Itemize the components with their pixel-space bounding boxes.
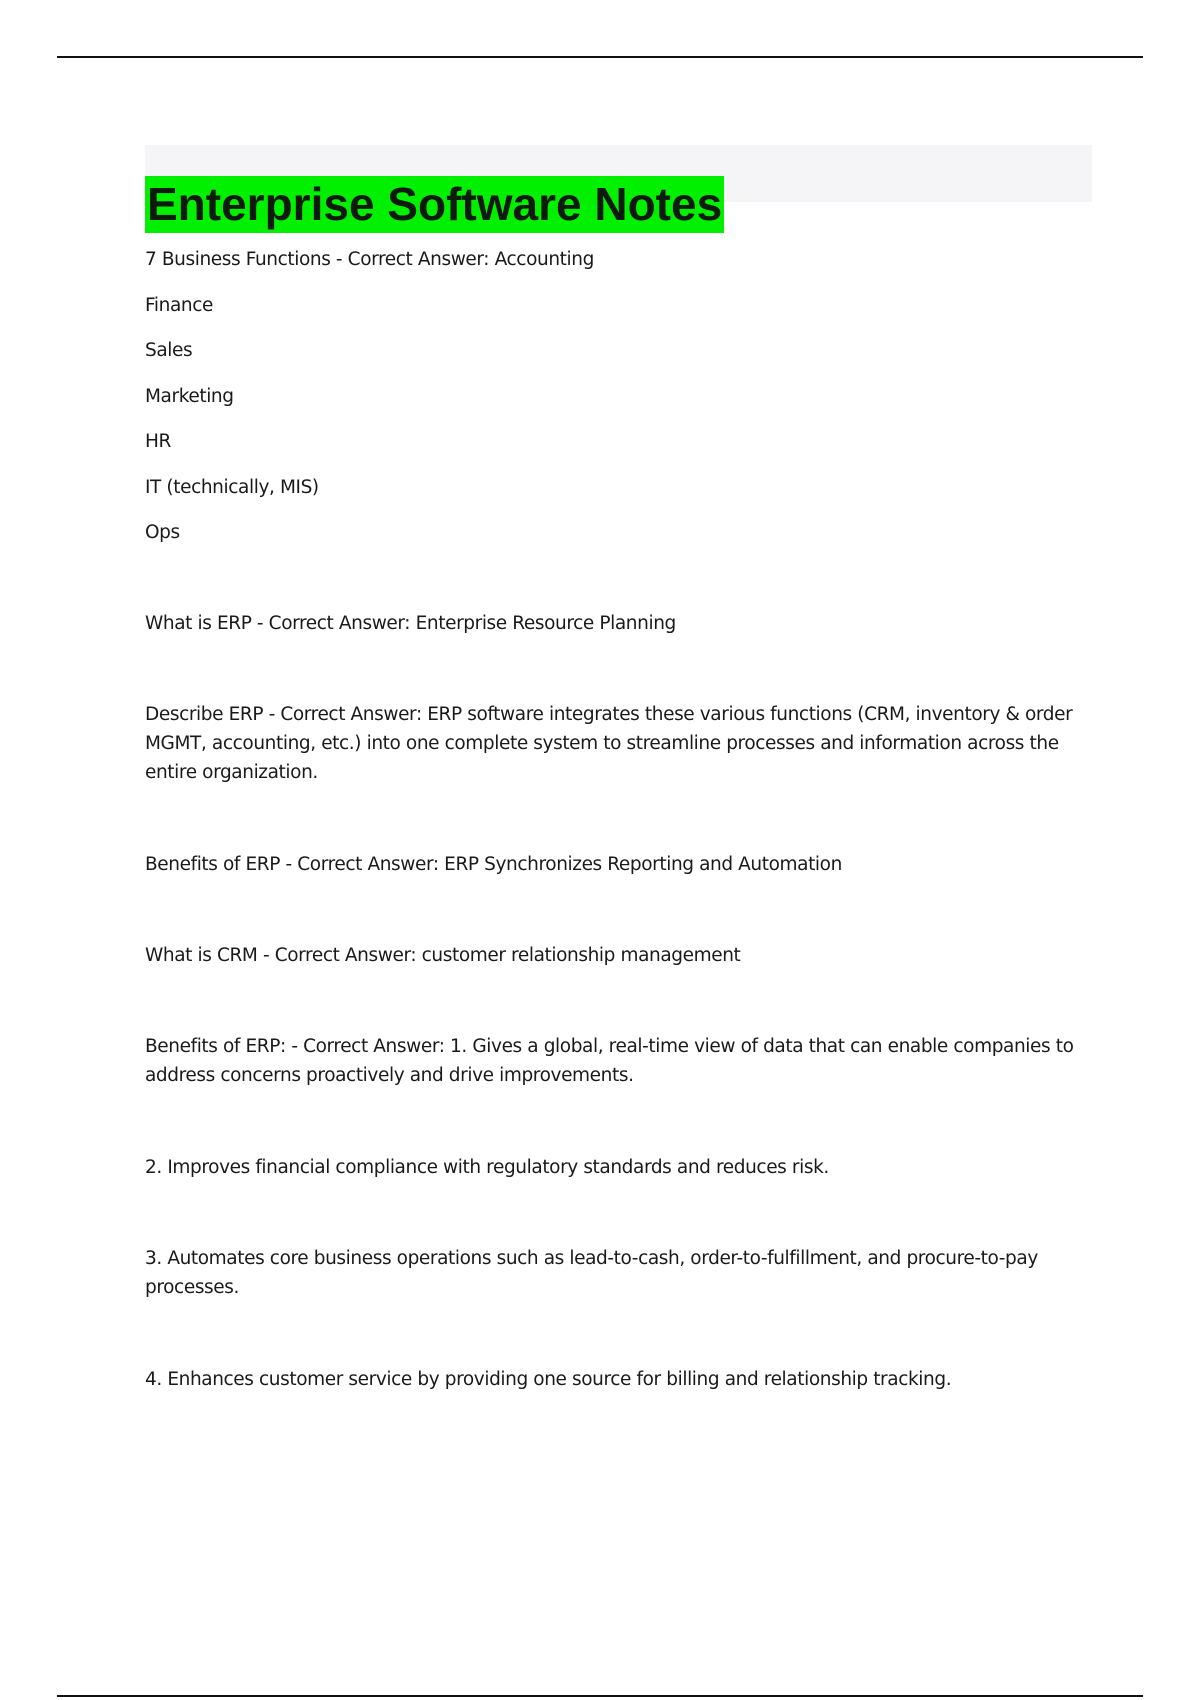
benefit-item-2: 2. Improves financial compliance with regulatory standards and reduces risk. <box>145 1157 829 1178</box>
top-divider <box>57 56 1143 58</box>
business-functions-question: 7 Business Functions - Correct Answer: Accounting <box>145 249 594 270</box>
list-item: Ops <box>145 522 180 543</box>
bottom-divider <box>57 1695 1143 1697</box>
list-item: Marketing <box>145 386 234 407</box>
list-item: HR <box>145 431 171 452</box>
benefit-item-3: 3. Automates core business operations such as lead-to-cash, order-to-fulfillment, and procure-to-pay processes. <box>145 1248 1038 1298</box>
qa-benefits-of-erp: Benefits of ERP - Correct Answer: ERP Synchronizes Reporting and Automation <box>145 854 842 875</box>
document-title: Enterprise Software Notes <box>145 176 724 233</box>
benefit-item-4: 4. Enhances customer service by providing one source for billing and relationship tracking. <box>145 1369 952 1390</box>
qa-describe-erp: Describe ERP - Correct Answer: ERP software integrates these various functions (CRM, inventory & order MGMT, accounting, etc.) into one complete system to streamline processes and information across the entire organization. <box>145 704 1073 783</box>
qa-benefits-of-erp-list: Benefits of ERP: - Correct Answer: 1. Gives a global, real-time view of data that can enable companies to address concerns proactively and drive improvements. <box>145 1036 1074 1086</box>
qa-what-is-crm: What is CRM - Correct Answer: customer relationship management <box>145 945 741 966</box>
list-item: IT (technically, MIS) <box>145 477 319 498</box>
qa-what-is-erp: What is ERP - Correct Answer: Enterprise Resource Planning <box>145 613 676 634</box>
list-item: Finance <box>145 295 213 316</box>
list-item: Sales <box>145 340 193 361</box>
